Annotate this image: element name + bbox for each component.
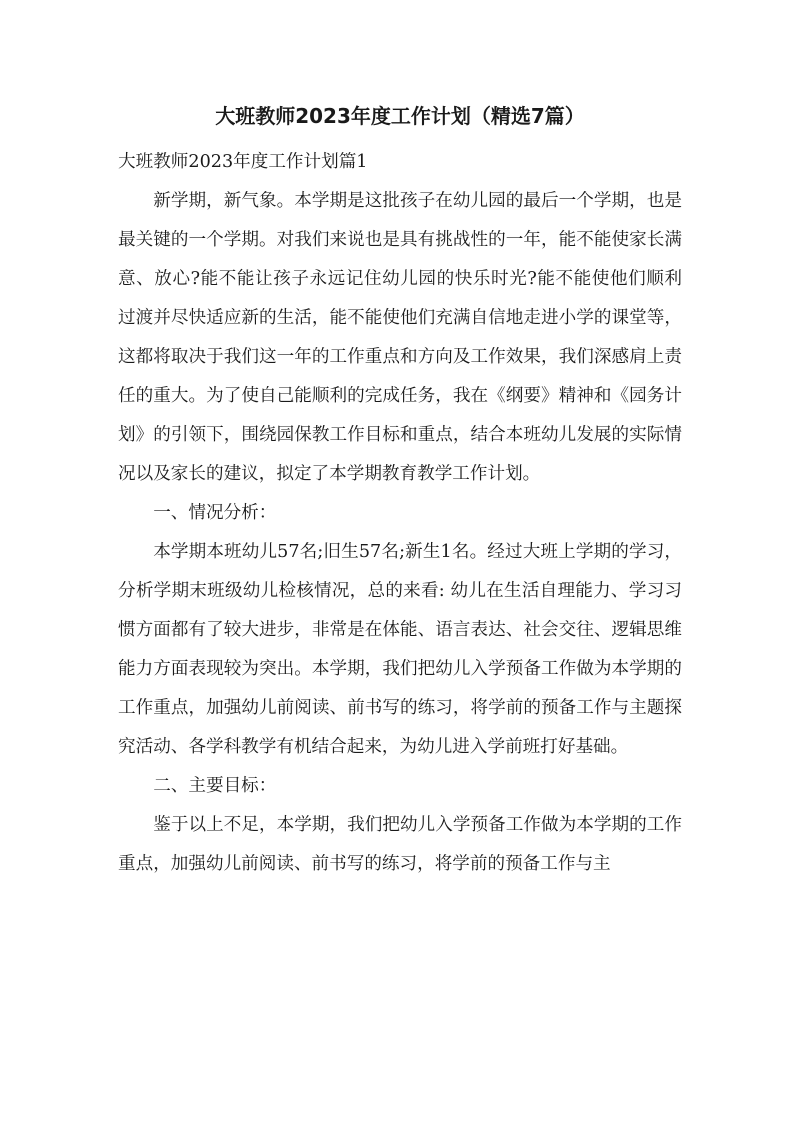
paragraph-main-goals: 鉴于以上不足，本学期，我们把幼儿入学预备工作做为本学期的工作重点，加强幼儿前阅读、前书写的练习，将学前的预备工作与主 bbox=[118, 815, 682, 874]
heading-main-goals: 二、主要目标： bbox=[153, 776, 277, 796]
paragraph-situation-analysis: 本学期本班幼儿57名;旧生57名;新生1名。经过大班上学期的学习，分析学期末班级幼儿检核情况，总的来看: 幼儿在生活自理能力、学习习惯方面都有了较大进步，非常是在体能、语言表达、社会交往、逻辑思维能力方面表现较为突出。本学期，我们把幼儿入学预备工作做为本学期的工作重点，加强幼儿前阅读、前书写的练习，将学前的预备工作与主题探究活动、各学科教学有机结合起来，为幼儿进入学前班打好基础。 bbox=[118, 542, 682, 757]
document-title: 大班教师2023年度工作计划（精选7篇） bbox=[215, 104, 585, 128]
heading-situation-analysis: 一、情况分析： bbox=[153, 503, 277, 523]
paragraph-intro: 新学期，新气象。本学期是这批孩子在幼儿园的最后一个学期，也是最关键的一个学期。对我们来说也是具有挑战性的一年，能不能使家长满意、放心?能不能让孩子永远记住幼儿园的快乐时光?能不能使他们顺利过渡并尽快适应新的生活，能不能使他们充满自信地走进小学的课堂等，这都将取决于我们这一年的工作重点和方向及工作效果，我们深感肩上责任的重大。为了使自己能顺利的完成任务，我在《纲要》精神和《园务计划》的引领下，围绕园保教工作目标和重点，结合本班幼儿发展的实际情况以及家长的建议，拟定了本学期教育教学工作计划。 bbox=[118, 191, 682, 484]
section-subtitle: 大班教师2023年度工作计划篇1 bbox=[118, 152, 368, 172]
document-body bbox=[118, 143, 682, 884]
